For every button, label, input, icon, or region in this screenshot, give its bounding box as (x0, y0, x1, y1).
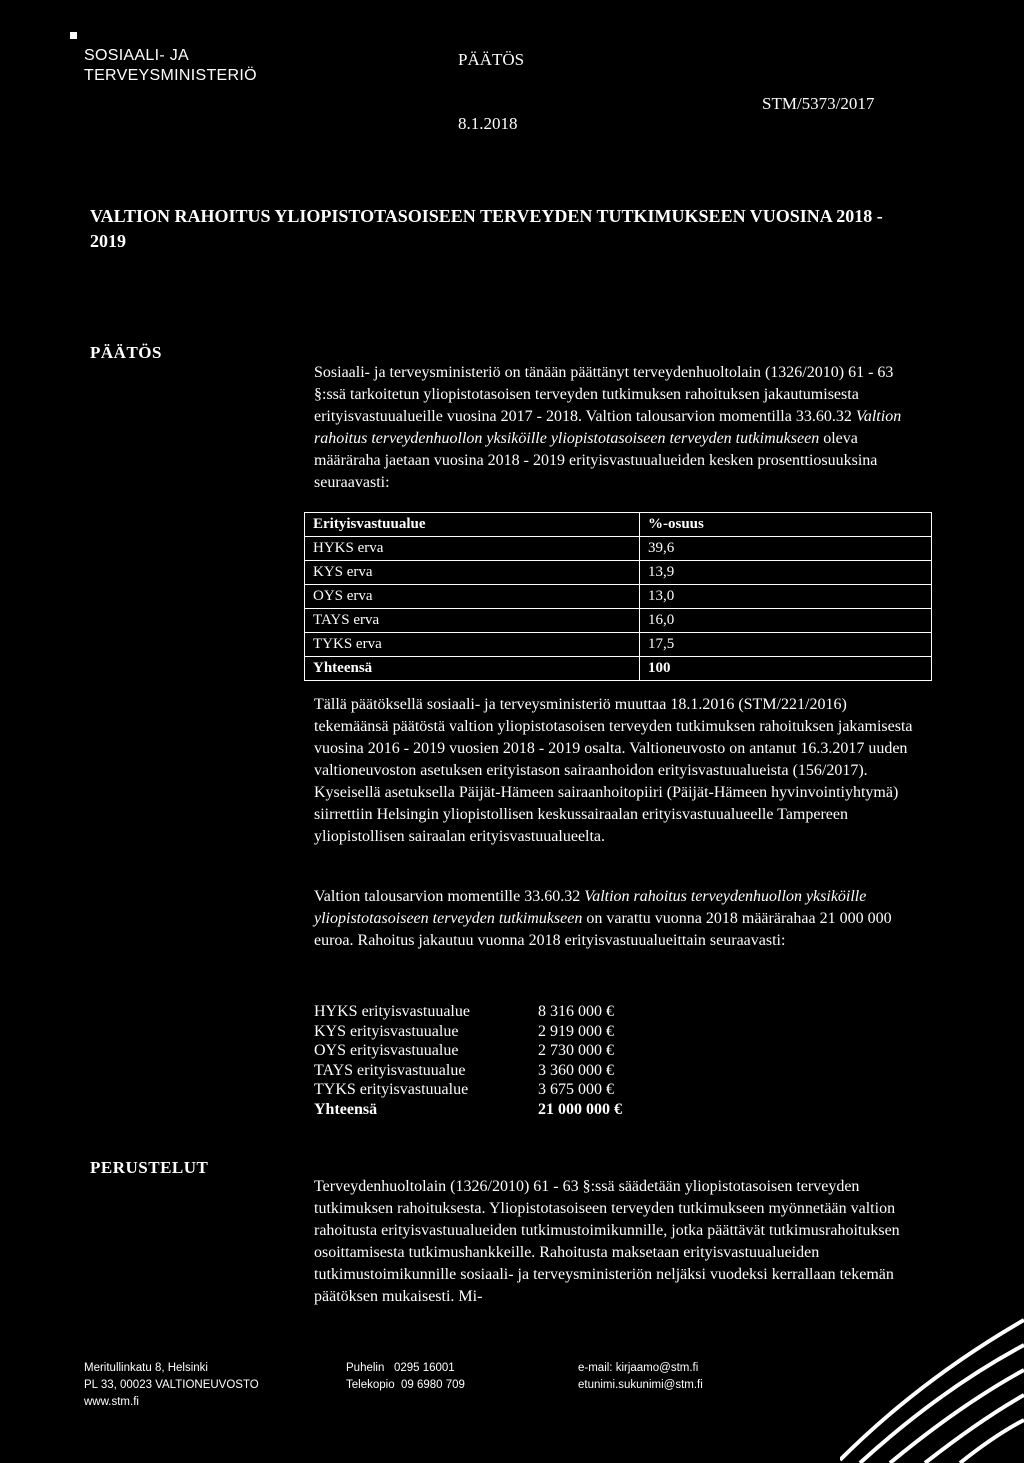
table-cell-share: 13,0 (640, 585, 932, 609)
allocation-name: TAYS erityisvastuualue (314, 1061, 466, 1079)
rationale-paragraph: Terveydenhuoltolain (1326/2010) 61 - 63 §:ssä säädetään yliopistotasoisen terveyden tutkimuksen rahoituksesta. Yliopistotasoiseen terveyden tutkimukseen myönnetään valtion rahoitusta erityisvastuualueiden tutkimustoimikunnille, jotka päättävät tutkimusrahoituksen osoittamisesta tutkimushankkeille. Rahoitusta maksetaan erityisvastuualueiden tutkimustoimikunnille sosiaali- ja terveysministeriön neljäksi vuodeksi kerrallaan tekemän päätöksen mukaisesti. Mi- (314, 1178, 900, 1305)
ministry-line-1: SOSIAALI- JA (84, 47, 189, 64)
list-item (314, 1061, 658, 1081)
column-header-region: Erityisvastuualue (305, 513, 640, 537)
allocation-amount: 2 730 000 € (538, 1042, 614, 1059)
footer-address (84, 1360, 259, 1411)
table-cell-share: 39,6 (640, 537, 932, 561)
allocation-amount: 8 316 000 € (538, 1003, 614, 1020)
decision-text-3-italic: Valtion rahoitus terveydenhuollon yksiköille yliopistotasoiseen terveyden tutkimukseen (314, 888, 867, 927)
section-label-decision: PÄÄTÖS (90, 343, 162, 362)
decision-text-3b: on varattu vuonna 2018 määrärahaa 21 000 000 euroa. Rahoitus jakautuu vuonna 2018 erityisvastuualueittain seuraavasti: (314, 910, 892, 949)
footer-email-personal[interactable]: etunimi.sukunimi@stm.fi (578, 1379, 703, 1391)
document-date: 8.1.2018 (458, 114, 518, 133)
table-row (305, 633, 932, 657)
share-table (304, 512, 932, 681)
table-row (305, 585, 932, 609)
section-label-rationale: PERUSTELUT (90, 1158, 209, 1177)
footer-website-link[interactable]: www.stm.fi (84, 1396, 139, 1408)
decorative-arcs (840, 1290, 1024, 1463)
table-cell-region: TYKS erva (305, 633, 640, 657)
decision-paragraph-3 (314, 886, 916, 952)
decision-text-1b: oleva määräraha jaetaan vuosina 2018 - 2019 erityisvastuualueiden kesken prosenttiosuuksina seuraavasti: (314, 430, 878, 491)
table-row (305, 609, 932, 633)
table-row (305, 561, 932, 585)
table-cell-share: 13,9 (640, 561, 932, 585)
list-item (314, 1022, 658, 1042)
allocation-total-label: Yhteensä (314, 1100, 378, 1118)
footer-phone: Puhelin 0295 16001 (346, 1362, 455, 1374)
allocation-amount: 3 675 000 € (538, 1081, 614, 1098)
decision-paragraph-1 (314, 362, 916, 494)
table-header-row (305, 513, 932, 537)
table-cell-region: TAYS erva (305, 609, 640, 633)
table-cell-total-label: Yhteensä (305, 657, 640, 681)
decision-text-1a: Sosiaali- ja terveysministeriö on tänään päättänyt terveydenhuoltolain (1326/2010) 61 - 63 §:ssä tarkoitetun yliopistotasoisen terveyden tutkimuksen rahoituksen jakautumisesta erityisvastuualueille vuosina 2017 - 2018. Valtion talousarvion momentilla 33.60.32 (314, 364, 894, 425)
table-total-row (305, 657, 932, 681)
table-cell-region: OYS erva (305, 585, 640, 609)
list-item (314, 1080, 658, 1100)
allocation-amount: 2 919 000 € (538, 1022, 614, 1040)
allocation-name: TYKS erityisvastuualue (314, 1081, 469, 1098)
column-header-share: %-osuus (640, 513, 932, 537)
table-cell-total-value: 100 (640, 657, 932, 681)
allocation-amount: 3 360 000 € (538, 1061, 614, 1079)
ministry-line-2: TERVEYSMINISTERIÖ (84, 67, 257, 84)
table-row (305, 537, 932, 561)
allocation-name: HYKS erityisvastuualue (314, 1003, 470, 1020)
footer-address-line-1: Meritullinkatu 8, Helsinki (84, 1362, 208, 1374)
footer-email-registry[interactable]: e-mail: kirjaamo@stm.fi (578, 1362, 699, 1374)
footer-email (578, 1360, 703, 1394)
document-type: PÄÄTÖS (458, 50, 525, 69)
list-item (314, 1002, 658, 1022)
allocation-name: KYS erityisvastuualue (314, 1022, 459, 1040)
decision-paragraph-2: Tällä päätöksellä sosiaali- ja terveysministeriö muuttaa 18.1.2016 (STM/221/2016) tekemäänsä päätöstä valtion yliopistotasoisen terveyden tutkimuksen rahoituksen jakamisesta vuosina 2016 - 2019 vuosien 2018 - 2019 osalta. Valtioneuvosto on antanut 16.3.2017 uuden valtioneuvoston asetuksen erityistason sairaanhoidon erityisvastuualueista (156/2017). Kyseisellä asetuksella Päijät-Hämeen sairaanhoitopiiri (Päijät-Hämeen hyvinvointiyhtymä) siirrettiin Helsingin yliopistollisen keskussairaalan erityisvastuualueelle Tampereen yliopistollisen sairaalan erityisvastuualueelta. (314, 696, 913, 845)
allocation-name: OYS erityisvastuualue (314, 1042, 459, 1059)
footer-fax: Telekopio 09 6980 709 (346, 1379, 465, 1391)
table-cell-region: KYS erva (305, 561, 640, 585)
allocation-total (314, 1100, 658, 1120)
decision-text-1-italic: Valtion rahoitus terveydenhuollon yksiköille yliopistotasoiseen terveyden tutkimukseen (314, 408, 902, 447)
table-cell-share: 17,5 (640, 633, 932, 657)
logo-mark (70, 32, 77, 39)
table-cell-share: 16,0 (640, 609, 932, 633)
footer-contact (346, 1360, 465, 1394)
ministry-name (84, 46, 257, 86)
page-title: VALTION RAHOITUS YLIOPISTOTASOISEEN TERVEYDEN TUTKIMUKSEEN VUOSINA 2018 - 2019 (90, 206, 883, 251)
allocation-total-amount: 21 000 000 € (538, 1100, 622, 1118)
allocation-list (314, 1002, 658, 1119)
table-cell-region: HYKS erva (305, 537, 640, 561)
reference-number: STM/5373/2017 (762, 94, 875, 113)
footer-address-line-2: PL 33, 00023 VALTIONEUVOSTO (84, 1379, 259, 1391)
decision-text-3a: Valtion talousarvion momentille 33.60.32 (314, 888, 585, 905)
list-item (314, 1041, 658, 1061)
